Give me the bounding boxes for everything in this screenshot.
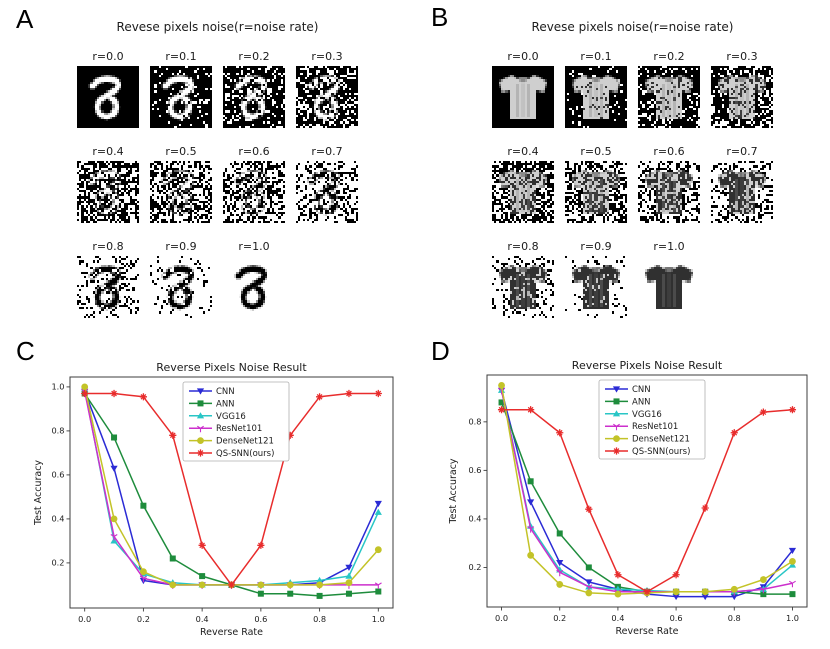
marker-square (614, 398, 620, 404)
marker-square (317, 593, 323, 599)
noise-rate-label: r=0.5 (165, 145, 197, 158)
marker-square (258, 591, 264, 597)
noise-image (638, 256, 700, 318)
noise-image (711, 161, 773, 223)
noise-rate-label: r=0.0 (507, 50, 539, 63)
marker-circle (613, 435, 620, 442)
noise-rate-label: r=0.9 (165, 240, 197, 253)
y-tick-label: 0.2 (468, 562, 482, 573)
marker-circle (556, 581, 563, 588)
noise-tile-0.8 (77, 240, 139, 318)
y-tick-label: 0.4 (468, 513, 482, 524)
noise-image (296, 66, 358, 128)
noise-tile-0.3 (296, 50, 358, 128)
x-tick-label: 0.4 (195, 614, 209, 624)
noise-rate-label: r=0.1 (580, 50, 612, 63)
marker-circle (316, 582, 323, 589)
legend-label: CNN (632, 385, 651, 395)
y-tick-label: 0.6 (51, 469, 65, 480)
x-tick-label: 0.2 (553, 613, 567, 623)
x-tick-label: 0.0 (495, 613, 509, 623)
noise-image (638, 66, 700, 128)
panel-a-label: A (16, 4, 34, 34)
noise-tile-0.1 (565, 50, 627, 128)
noise-rate-label: r=1.0 (238, 240, 270, 253)
noise-image (565, 256, 627, 318)
marker-circle (169, 582, 176, 589)
noise-image (492, 66, 554, 128)
legend-label: ANN (216, 399, 235, 410)
marker-square (375, 589, 381, 595)
noise-rate-label: r=0.1 (165, 50, 197, 63)
marker-circle (81, 384, 88, 391)
legend-label: VGG16 (216, 411, 246, 422)
noise-tile-0.9 (565, 240, 627, 318)
marker-square (528, 478, 534, 484)
marker-square (346, 591, 352, 597)
noise-rate-label: r=0.4 (92, 145, 124, 158)
legend (599, 380, 705, 459)
legend-label: CNN (216, 387, 235, 397)
panel-d-chart (445, 360, 825, 648)
noise-tile-0 (77, 50, 139, 128)
noise-tile-0.5 (565, 145, 627, 223)
marker-circle (375, 546, 382, 553)
noise-image (492, 161, 554, 223)
marker-circle (197, 437, 204, 444)
marker-square (198, 400, 204, 406)
noise-tile-1 (638, 240, 700, 318)
noise-rate-label: r=0.8 (92, 240, 124, 253)
noise-tile-0.9 (150, 240, 212, 318)
noise-tile-0 (492, 50, 554, 128)
marker-circle (111, 516, 118, 523)
x-tick-label: 0.8 (313, 614, 327, 624)
marker-circle (257, 582, 264, 589)
panel-b-noise-grid (492, 50, 773, 340)
noise-image (150, 161, 212, 223)
marker-square (111, 435, 117, 441)
noise-tile-0.1 (150, 50, 212, 128)
noise-rate-label: r=0.7 (726, 145, 758, 158)
x-tick-label: 1.0 (371, 614, 385, 624)
y-axis-label: Test Accuracy (448, 458, 459, 524)
marker-circle (287, 582, 294, 589)
noise-tile-0.2 (638, 50, 700, 128)
legend-label: DenseNet121 (216, 436, 274, 447)
y-axis-label: Test Accuracy (33, 459, 44, 526)
noise-image (223, 66, 285, 128)
noise-rate-label: r=0.2 (238, 50, 270, 63)
noise-rate-label: r=0.6 (653, 145, 685, 158)
marker-square (557, 530, 563, 536)
marker-circle (346, 579, 353, 586)
noise-rate-label: r=0.5 (580, 145, 612, 158)
panel-a-title: Revese pixels noise(r=noise rate) (116, 20, 319, 34)
marker-square (170, 556, 176, 562)
noise-image (492, 256, 554, 318)
marker-circle (615, 591, 622, 598)
x-tick-label: 0.2 (136, 614, 150, 624)
noise-rate-label: r=0.3 (726, 50, 758, 63)
x-tick-label: 0.0 (78, 614, 92, 624)
panel-b-label: B (431, 2, 449, 32)
legend-label: ANN (632, 397, 651, 408)
marker-square (586, 564, 592, 570)
noise-tile-0.3 (711, 50, 773, 128)
x-tick-label: 0.4 (611, 613, 625, 623)
panel-d-label: D (431, 336, 450, 366)
x-tick-label: 0.8 (727, 613, 741, 623)
marker-circle (498, 382, 505, 389)
noise-rate-label: r=0.0 (92, 50, 124, 63)
y-tick-label: 0.4 (51, 513, 65, 524)
legend-label: QS-SNN(ours) (632, 447, 691, 457)
noise-tile-1 (223, 240, 285, 318)
x-axis-label: Reverse Rate (200, 627, 263, 638)
noise-tile-0.6 (223, 145, 285, 223)
noise-tile-0.7 (296, 145, 358, 223)
y-tick-label: 0.8 (51, 425, 65, 436)
marker-circle (789, 558, 796, 565)
panel-c-label: C (16, 336, 35, 366)
noise-rate-label: r=0.9 (580, 240, 612, 253)
y-tick-label: 0.6 (468, 465, 482, 476)
noise-image (77, 161, 139, 223)
noise-image (223, 161, 285, 223)
noise-tile-0.8 (492, 240, 554, 318)
panel-b-title: Revese pixels noise(r=noise rate) (531, 20, 734, 34)
chart-title: Reverse Pixels Noise Result (571, 360, 723, 372)
noise-rate-label: r=0.8 (507, 240, 539, 253)
noise-tile-0.2 (223, 50, 285, 128)
noise-tile-0.5 (150, 145, 212, 223)
noise-image (150, 256, 212, 318)
noise-image (296, 161, 358, 223)
marker-circle (199, 582, 206, 589)
marker-square (199, 573, 205, 579)
marker-square (789, 591, 795, 597)
marker-circle (702, 588, 709, 595)
legend-label: DenseNet121 (632, 434, 690, 445)
noise-rate-label: r=0.6 (238, 145, 270, 158)
noise-image (77, 66, 139, 128)
marker-square (140, 503, 146, 509)
marker-circle (731, 586, 738, 593)
noise-image (223, 256, 285, 318)
y-tick-label: 1.0 (51, 381, 65, 392)
x-tick-label: 0.6 (254, 614, 268, 624)
panel-a-noise-grid (77, 50, 358, 340)
noise-tile-0.4 (492, 145, 554, 223)
noise-tile-0.4 (77, 145, 139, 223)
legend-label: VGG16 (632, 409, 662, 420)
noise-rate-label: r=0.3 (311, 50, 343, 63)
noise-rate-label: r=0.4 (507, 145, 539, 158)
chart-d-svg (445, 360, 825, 648)
noise-tile-0.7 (711, 145, 773, 223)
noise-image (150, 66, 212, 128)
noise-image (711, 66, 773, 128)
noise-image (77, 256, 139, 318)
x-axis-label: Reverse Rate (615, 626, 679, 637)
legend-label: ResNet101 (216, 424, 263, 435)
panel-c-chart (30, 360, 410, 648)
noise-rate-label: r=0.2 (653, 50, 685, 63)
noise-tile-0.6 (638, 145, 700, 223)
noise-rate-label: r=1.0 (653, 240, 685, 253)
y-tick-label: 0.2 (51, 557, 65, 568)
noise-image (565, 161, 627, 223)
noise-rate-label: r=0.7 (311, 145, 343, 158)
legend-label: QS-SNN(ours) (216, 449, 275, 459)
marker-circle (527, 552, 534, 559)
marker-circle (140, 568, 147, 575)
legend-label: ResNet101 (632, 422, 679, 433)
x-tick-label: 1.0 (785, 613, 799, 623)
x-tick-label: 0.6 (669, 613, 683, 623)
chart-c-svg (30, 360, 410, 648)
y-tick-label: 0.8 (468, 416, 482, 427)
noise-image (565, 66, 627, 128)
noise-image (638, 161, 700, 223)
marker-square (287, 591, 293, 597)
chart-title: Reverse Pixels Noise Result (156, 361, 307, 374)
marker-circle (585, 590, 592, 597)
marker-circle (760, 576, 767, 583)
legend (183, 382, 289, 461)
marker-circle (673, 588, 680, 595)
